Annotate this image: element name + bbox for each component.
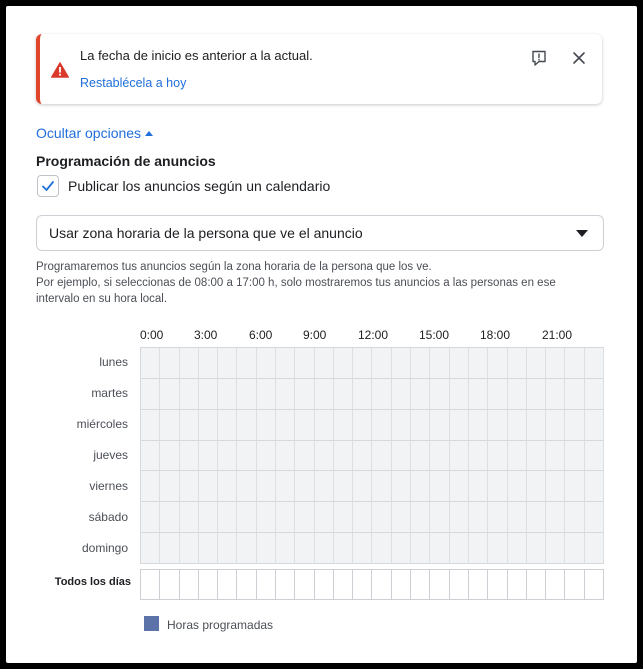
schedule-cell[interactable]	[295, 471, 314, 502]
schedule-cell[interactable]	[430, 410, 449, 441]
schedule-cell[interactable]	[411, 348, 430, 379]
schedule-cell[interactable]	[180, 410, 199, 441]
all-days-cell[interactable]	[411, 570, 430, 600]
schedule-cell[interactable]	[199, 471, 218, 502]
schedule-cell[interactable]	[160, 471, 179, 502]
schedule-cell[interactable]	[315, 533, 334, 564]
schedule-cell[interactable]	[411, 441, 430, 472]
schedule-cell[interactable]	[546, 441, 565, 472]
feedback-icon[interactable]	[530, 49, 548, 67]
schedule-cell[interactable]	[295, 410, 314, 441]
schedule-cell[interactable]	[372, 533, 391, 564]
schedule-cell[interactable]	[508, 471, 527, 502]
schedule-cell[interactable]	[372, 441, 391, 472]
schedule-cell[interactable]	[565, 379, 584, 410]
schedule-cell[interactable]	[372, 471, 391, 502]
schedule-cell[interactable]	[430, 379, 449, 410]
schedule-cell[interactable]	[392, 379, 411, 410]
all-days-cell[interactable]	[199, 570, 218, 600]
schedule-cell[interactable]	[180, 441, 199, 472]
schedule-cell[interactable]	[199, 379, 218, 410]
schedule-cell[interactable]	[527, 471, 546, 502]
schedule-cell[interactable]	[450, 410, 469, 441]
schedule-cell[interactable]	[546, 379, 565, 410]
schedule-cell[interactable]	[218, 533, 237, 564]
schedule-cell[interactable]	[585, 348, 604, 379]
schedule-cell[interactable]	[411, 471, 430, 502]
schedule-cell[interactable]	[508, 441, 527, 472]
all-days-cell[interactable]	[585, 570, 604, 600]
schedule-cell[interactable]	[276, 471, 295, 502]
schedule-cell[interactable]	[315, 441, 334, 472]
schedule-cell[interactable]	[257, 471, 276, 502]
schedule-cell[interactable]	[469, 471, 488, 502]
hour-label: 0:00	[140, 328, 164, 342]
all-days-cell[interactable]	[372, 570, 391, 600]
all-days-cell[interactable]	[508, 570, 527, 600]
schedule-cell[interactable]	[546, 533, 565, 564]
schedule-cell[interactable]	[450, 348, 469, 379]
schedule-cell[interactable]	[565, 348, 584, 379]
all-days-cell[interactable]	[257, 570, 276, 600]
schedule-cell[interactable]	[141, 441, 160, 472]
schedule-cell[interactable]	[353, 348, 372, 379]
day-label-miercoles: miércoles	[76, 417, 128, 431]
hide-options-toggle[interactable]	[36, 125, 153, 141]
schedule-cell[interactable]	[527, 533, 546, 564]
schedule-cell[interactable]	[565, 502, 584, 533]
schedule-cell[interactable]	[488, 533, 507, 564]
schedule-cell[interactable]	[295, 379, 314, 410]
schedule-cell[interactable]	[237, 533, 256, 564]
schedule-cell[interactable]	[180, 348, 199, 379]
schedule-cell[interactable]	[488, 441, 507, 472]
schedule-cell[interactable]	[469, 410, 488, 441]
schedule-cell[interactable]	[199, 533, 218, 564]
schedule-cell[interactable]	[585, 533, 604, 564]
hour-label: 21:00	[542, 328, 573, 342]
schedule-cell[interactable]	[218, 379, 237, 410]
day-label-lunes: lunes	[99, 355, 128, 369]
schedule-cell[interactable]	[218, 441, 237, 472]
schedule-cell[interactable]	[160, 533, 179, 564]
schedule-cell[interactable]	[488, 410, 507, 441]
all-days-cell[interactable]	[276, 570, 295, 600]
schedule-cell[interactable]	[546, 410, 565, 441]
all-days-cell[interactable]	[295, 570, 314, 600]
schedule-cell[interactable]	[218, 471, 237, 502]
dropdown-arrow-icon	[576, 230, 588, 237]
schedule-cell[interactable]	[527, 441, 546, 472]
hour-label: 3:00	[194, 328, 218, 342]
schedule-cell[interactable]	[199, 441, 218, 472]
alert-message: La fecha de inicio es anterior a la actual.	[80, 48, 313, 63]
warning-icon	[51, 62, 69, 78]
schedule-cell[interactable]	[430, 533, 449, 564]
schedule-cell[interactable]	[199, 348, 218, 379]
schedule-cell[interactable]	[218, 502, 237, 533]
schedule-cell[interactable]	[430, 471, 449, 502]
schedule-cell[interactable]	[527, 379, 546, 410]
schedule-cell[interactable]	[180, 379, 199, 410]
schedule-cell[interactable]	[160, 348, 179, 379]
schedule-cell[interactable]	[372, 348, 391, 379]
all-days-row	[140, 569, 604, 600]
hour-label: 6:00	[249, 328, 273, 342]
checkmark-icon	[41, 179, 55, 193]
schedule-cell[interactable]	[257, 348, 276, 379]
schedule-cell[interactable]	[237, 441, 256, 472]
schedule-cell[interactable]	[430, 348, 449, 379]
schedule-cell[interactable]	[565, 471, 584, 502]
all-days-cell[interactable]	[141, 570, 160, 600]
schedule-cell[interactable]	[372, 410, 391, 441]
schedule-panel	[16, 12, 622, 645]
schedule-cell[interactable]	[508, 379, 527, 410]
schedule-cell[interactable]	[180, 533, 199, 564]
schedule-cell[interactable]	[488, 379, 507, 410]
date-warning-alert	[36, 34, 602, 104]
schedule-cell[interactable]	[585, 410, 604, 441]
schedule-cell[interactable]	[257, 441, 276, 472]
schedule-cell[interactable]	[334, 348, 353, 379]
hour-label: 9:00	[303, 328, 327, 342]
schedule-cell[interactable]	[199, 502, 218, 533]
description-line-2: Por ejemplo, si seleccionas de 08:00 a 17:00 h, solo mostraremos tus anuncios a las personas en ese intervalo en su hora local.	[36, 277, 556, 305]
schedule-cell[interactable]	[392, 533, 411, 564]
caret-up-icon	[145, 131, 153, 136]
schedule-cell[interactable]	[430, 441, 449, 472]
schedule-cell[interactable]	[160, 379, 179, 410]
all-days-cell[interactable]	[237, 570, 256, 600]
schedule-cell[interactable]	[450, 533, 469, 564]
schedule-cell[interactable]	[180, 471, 199, 502]
schedule-cell[interactable]	[527, 502, 546, 533]
schedule-cell[interactable]	[334, 441, 353, 472]
schedule-cell[interactable]	[411, 410, 430, 441]
schedule-cell[interactable]	[334, 410, 353, 441]
schedule-cell[interactable]	[218, 410, 237, 441]
schedule-cell[interactable]	[508, 410, 527, 441]
schedule-cell[interactable]	[392, 441, 411, 472]
schedule-grid	[140, 347, 604, 564]
schedule-cell[interactable]	[565, 441, 584, 472]
window-frame	[6, 6, 637, 663]
schedule-cell[interactable]	[276, 379, 295, 410]
schedule-cell[interactable]	[237, 502, 256, 533]
all-days-cell[interactable]	[565, 570, 584, 600]
day-label-jueves: jueves	[93, 448, 128, 462]
schedule-cell[interactable]	[372, 502, 391, 533]
schedule-cell[interactable]	[295, 502, 314, 533]
schedule-cell[interactable]	[237, 410, 256, 441]
schedule-cell[interactable]	[180, 502, 199, 533]
schedule-cell[interactable]	[237, 471, 256, 502]
schedule-cell[interactable]	[160, 502, 179, 533]
schedule-cell[interactable]	[469, 502, 488, 533]
legend-swatch	[144, 616, 159, 631]
schedule-cell[interactable]	[295, 533, 314, 564]
schedule-cell[interactable]	[141, 379, 160, 410]
schedule-cell[interactable]	[237, 379, 256, 410]
all-days-cell[interactable]	[334, 570, 353, 600]
day-label-viernes: viernes	[89, 479, 128, 493]
day-label-martes: martes	[91, 386, 128, 400]
schedule-cell[interactable]	[450, 441, 469, 472]
schedule-cell[interactable]	[353, 471, 372, 502]
all-days-cell[interactable]	[180, 570, 199, 600]
schedule-cell[interactable]	[257, 533, 276, 564]
schedule-description	[36, 259, 602, 307]
legend-label: Horas programadas	[167, 618, 274, 632]
all-days-cell[interactable]	[392, 570, 411, 600]
schedule-cell[interactable]	[353, 441, 372, 472]
schedule-cell[interactable]	[257, 502, 276, 533]
schedule-checkbox-label[interactable]: Publicar los anuncios según un calendario	[68, 178, 331, 194]
schedule-cell[interactable]	[218, 348, 237, 379]
hide-options-label: Ocultar opciones	[36, 125, 142, 141]
schedule-cell[interactable]	[585, 471, 604, 502]
schedule-cell[interactable]	[508, 502, 527, 533]
schedule-cell[interactable]	[353, 533, 372, 564]
schedule-cell[interactable]	[411, 379, 430, 410]
schedule-cell[interactable]	[334, 471, 353, 502]
section-title: Programación de anuncios	[36, 153, 216, 169]
schedule-cell[interactable]	[353, 410, 372, 441]
schedule-cell[interactable]	[353, 379, 372, 410]
all-days-cell[interactable]	[430, 570, 449, 600]
schedule-cell[interactable]	[508, 348, 527, 379]
schedule-cell[interactable]	[527, 348, 546, 379]
hour-label: 18:00	[480, 328, 511, 342]
schedule-cell[interactable]	[315, 502, 334, 533]
schedule-cell[interactable]	[392, 471, 411, 502]
schedule-cell[interactable]	[199, 410, 218, 441]
schedule-cell[interactable]	[295, 348, 314, 379]
schedule-cell[interactable]	[469, 533, 488, 564]
schedule-cell[interactable]	[257, 379, 276, 410]
schedule-cell[interactable]	[488, 502, 507, 533]
all-days-label: Todos los días	[54, 576, 131, 588]
schedule-cell[interactable]	[546, 502, 565, 533]
schedule-cell[interactable]	[141, 348, 160, 379]
schedule-cell[interactable]	[141, 502, 160, 533]
schedule-cell[interactable]	[276, 502, 295, 533]
schedule-cell[interactable]	[353, 502, 372, 533]
schedule-cell[interactable]	[508, 533, 527, 564]
all-days-cell[interactable]	[527, 570, 546, 600]
schedule-cell[interactable]	[315, 410, 334, 441]
schedule-cell[interactable]	[450, 502, 469, 533]
schedule-cell[interactable]	[237, 348, 256, 379]
schedule-cell[interactable]	[276, 410, 295, 441]
day-label-domingo: domingo	[81, 541, 128, 555]
all-days-cell[interactable]	[160, 570, 179, 600]
close-icon[interactable]	[570, 49, 588, 67]
hour-label: 12:00	[358, 328, 389, 342]
all-days-cell[interactable]	[546, 570, 565, 600]
all-days-cell[interactable]	[218, 570, 237, 600]
schedule-cell[interactable]	[372, 379, 391, 410]
schedule-cell[interactable]	[141, 410, 160, 441]
schedule-cell[interactable]	[276, 348, 295, 379]
schedule-cell[interactable]	[488, 471, 507, 502]
all-days-cell[interactable]	[315, 570, 334, 600]
schedule-cell[interactable]	[585, 441, 604, 472]
schedule-cell[interactable]	[315, 379, 334, 410]
schedule-cell[interactable]	[430, 502, 449, 533]
schedule-cell[interactable]	[469, 348, 488, 379]
schedule-cell[interactable]	[546, 471, 565, 502]
schedule-cell[interactable]	[469, 441, 488, 472]
schedule-cell[interactable]	[488, 348, 507, 379]
schedule-cell[interactable]	[315, 348, 334, 379]
schedule-cell[interactable]	[334, 502, 353, 533]
schedule-cell[interactable]	[334, 379, 353, 410]
hour-label: 15:00	[419, 328, 450, 342]
schedule-cell[interactable]	[450, 471, 469, 502]
schedule-cell[interactable]	[585, 502, 604, 533]
all-days-cell[interactable]	[353, 570, 372, 600]
all-days-cell[interactable]	[469, 570, 488, 600]
schedule-cell[interactable]	[392, 348, 411, 379]
schedule-cell[interactable]	[527, 410, 546, 441]
schedule-cell[interactable]	[141, 471, 160, 502]
timezone-select-value: Usar zona horaria de la persona que ve el anuncio	[49, 225, 363, 241]
schedule-cell[interactable]	[160, 441, 179, 472]
schedule-cell[interactable]	[392, 410, 411, 441]
schedule-checkbox[interactable]	[37, 175, 59, 197]
all-days-cell[interactable]	[450, 570, 469, 600]
schedule-cell[interactable]	[450, 379, 469, 410]
schedule-cell[interactable]	[546, 348, 565, 379]
schedule-cell[interactable]	[334, 533, 353, 564]
schedule-cell[interactable]	[141, 533, 160, 564]
schedule-cell[interactable]	[565, 410, 584, 441]
schedule-cell[interactable]	[469, 379, 488, 410]
all-days-cell[interactable]	[488, 570, 507, 600]
schedule-cell[interactable]	[276, 533, 295, 564]
schedule-cell[interactable]	[315, 471, 334, 502]
schedule-cell[interactable]	[295, 441, 314, 472]
schedule-cell[interactable]	[257, 410, 276, 441]
schedule-cell[interactable]	[411, 502, 430, 533]
description-line-1: Programaremos tus anuncios según la zona horaria de la persona que los ve.	[36, 261, 432, 273]
day-label-sabado: sábado	[88, 510, 128, 524]
reset-date-link[interactable]: Restablécela a hoy	[80, 76, 187, 90]
schedule-cell[interactable]	[276, 441, 295, 472]
schedule-cell[interactable]	[565, 533, 584, 564]
schedule-cell[interactable]	[585, 379, 604, 410]
timezone-select[interactable]	[36, 215, 604, 251]
schedule-cell[interactable]	[160, 410, 179, 441]
schedule-cell[interactable]	[411, 533, 430, 564]
schedule-cell[interactable]	[392, 502, 411, 533]
